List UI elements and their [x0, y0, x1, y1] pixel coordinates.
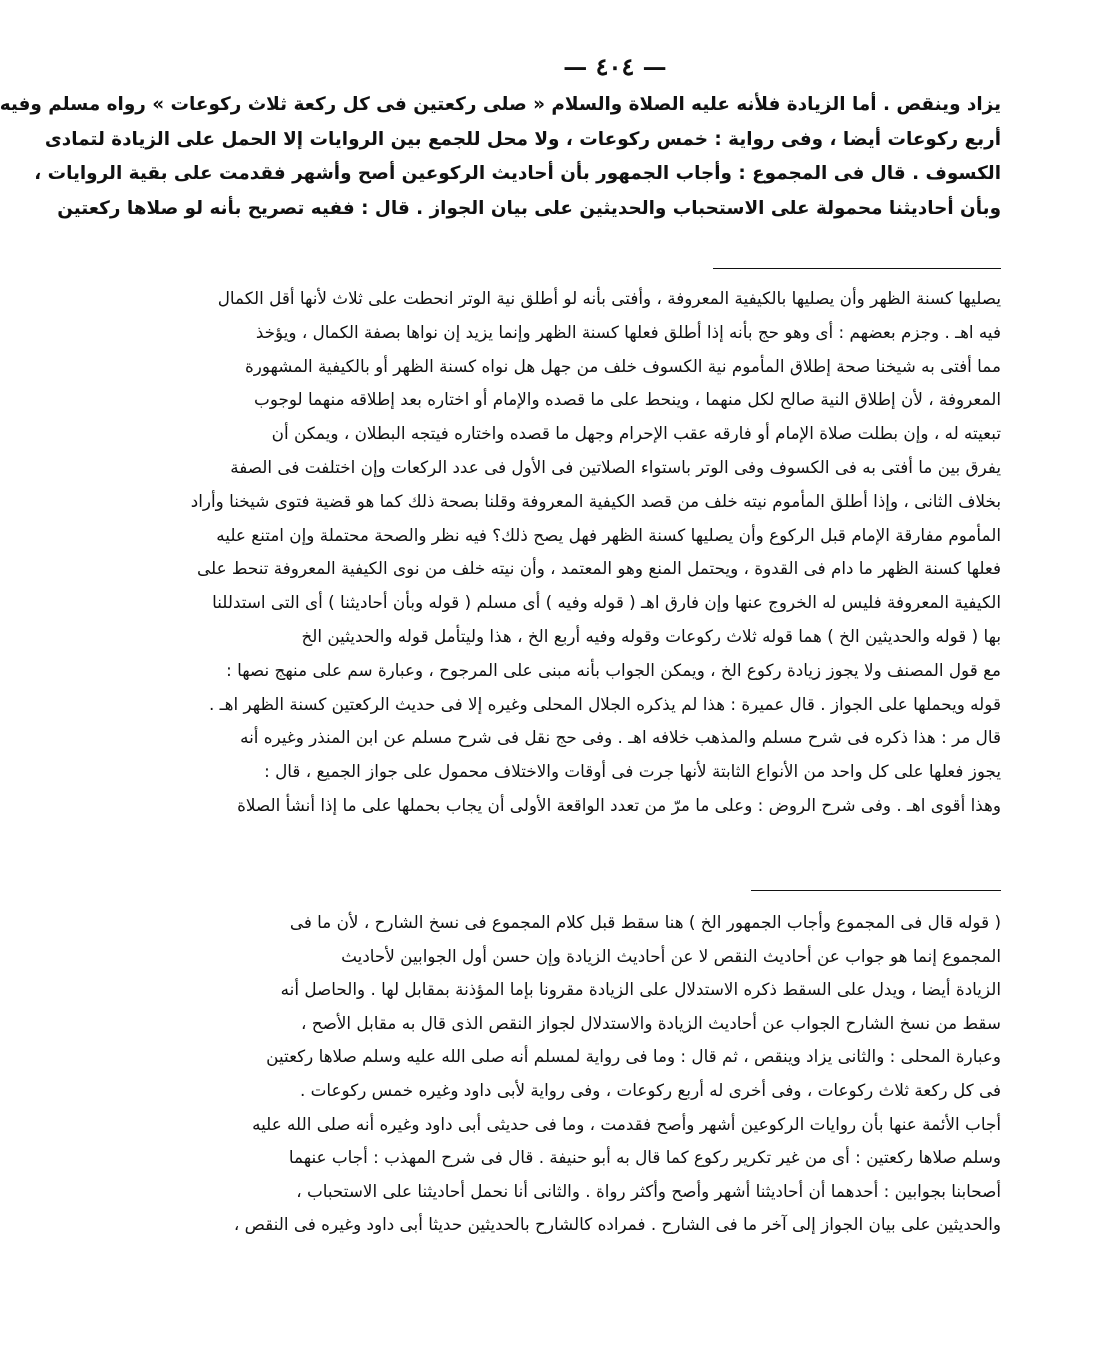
- footnote-divider: [713, 268, 1001, 269]
- commentary-line: المأموم مفارقة الإمام قبل الركوع وأن يصليها كسنة الظهر فهل يصح ذلك؟ فيه نظر والصحة محتملة وإن امتنع عليه: [216, 524, 1001, 545]
- commentary-line: يفرق بين ما أفتى به فى الكسوف وفى الوتر باستواء الصلاتين فى الأول فى عدد الركعات وإن اختلفت فى الصفة: [230, 456, 1001, 477]
- commentary2-line: وعبارة المحلى : والثانى يزاد وينقص ، ثم قال : وما فى رواية لمسلم أنه صلى الله عليه وسلم صلاها ركعتين: [266, 1046, 1001, 1067]
- main-text-line: وبأن أحاديثنا محمولة على الاستحباب والحديثين على بيان الجواز . قال : ففيه تصريح بأنه لو صلاها ركعتين: [57, 197, 1001, 219]
- commentary2-line: وسلم صلاها ركعتين : أى من غير تكرير ركوع كما قال به أبو حنيفة . قال فى شرح المهذب : أجاب عنهما: [288, 1147, 1001, 1168]
- commentary-line: يجوز فعلها على كل واحد من الأنواع الثابتة لأنها جرت فى أوقات والاختلاف محمول على جواز الجميع ، قال :: [264, 761, 1001, 782]
- main-text: [0, 88, 1001, 226]
- commentary-line: الكيفية المعروفة فليس له الخروج عنها وإن فارق اهـ ( قوله وفيه ) أى مسلم ( قوله وبأن أحاديثنا ) أى التى استدللنا: [212, 592, 1001, 613]
- commentary-block-secondary: [229, 906, 1001, 1242]
- commentary2-line: أجاب الأئمة عنها بأن روايات الركوعين أشهر وأصح فقدمت ، وما فى حديثى أبى داود وغيره أنه صلى الله عليه: [252, 1113, 1001, 1134]
- commentary2-line: والحديثين على بيان الجواز إلى آخر ما فى الشارح . فمراده كالشارح بالحديثين حديثا أبى داود وغيره فى النقص ،: [233, 1214, 1001, 1235]
- commentary2-line: أصحابنا بجوابين : أحدهما أن أحاديثنا أشهر وأصح وأكثر رواة . والثانى أنا نحمل أحاديثنا على الاستحباب ،: [296, 1180, 1001, 1201]
- commentary-line: بها ( قوله والحديثين الخ ) هما قوله ثلاث ركوعات وقوله وفيه أربع الخ ، هذا وليتأمل قوله والحديثين الخ: [301, 625, 1001, 646]
- commentary2-line: فى كل ركعة ثلاث ركوعات ، وفى أخرى له أربع ركوعات ، وفى رواية لأبى داود وغيره خمس ركوعات .: [299, 1079, 1001, 1100]
- footnote-divider: [751, 890, 1001, 891]
- main-text-line: الكسوف . قال فى المجموع : وأجاب الجمهور بأن أحاديث الركوعين أصح وأشهر فقدمت على بقية الروايات ،: [34, 163, 1001, 184]
- commentary-line: وهذا أقوى اهـ . وفى شرح الروض : وعلى ما مرّ من تعدد الواقعة الأولى أن يجاب بحملها على ما إذا أنشأ الصلاة: [237, 794, 1001, 815]
- commentary-line: قوله ويحملها على الجواز . قال عميرة : هذا لم يذكره الجلال المحلى وغيره إلا فى حديث الركعتين كسنة الظهر اهـ .: [209, 693, 1001, 714]
- main-text-line: أربع ركوعات أيضا ، وفى رواية : خمس ركوعات ، ولا محل للجمع بين الروايات إلا الحمل على الزيادة لتمادى: [44, 128, 1001, 150]
- commentary-line: قال مر : هذا ذكره فى شرح مسلم والمذهب خلافه اهـ . وفى حج نقل فى شرح مسلم عن ابن المنذر وغيره أنه: [240, 727, 1001, 748]
- commentary-line: تبعيته له ، وإن بطلت صلاة الإمام أو فارقه عقب الإحرام وجهل ما قصده واختاره فيتجه البطلان ، ويمكن أن: [271, 423, 1001, 444]
- commentary-line: يصليها كسنة الظهر وأن يصليها بالكيفية المعروفة ، وأفتى بأنه لو أطلق نية الوتر انحطت على ثلاث لأنها أقل الكمال: [217, 288, 1001, 308]
- commentary-line: المعروفة ، لأن إطلاق النية صالح لكل منهما ، وينحط على ما قصده والإمام أو اختاره بعد إطلاقه منهما لوجوب: [254, 389, 1001, 410]
- commentary-line: مما أفتى به شيخنا صحة إطلاق المأموم نية الكسوف خلف من جهل هل نواه كسنة الظهر أو بالكيفية المشهورة: [244, 355, 1001, 376]
- commentary2-line: ( قوله قال فى المجموع وأجاب الجمهور الخ ) هنا سقط قبل كلام المجموع فى نسخ الشارح ، لأن ما فى: [289, 912, 1001, 932]
- commentary-line: بخلاف الثانى ، وإذا أطلق المأموم نيته خلف من قصد الكيفية المعروفة وقلنا بصحة ذلك كما هو قضية فتوى شيخنا وأراد: [190, 490, 1001, 511]
- commentary-block: [190, 282, 1001, 823]
- commentary-line: فعلها كسنة الظهر ما دام فى القدوة ، ويحتمل المنع وهو المعتمد ، وأن نيته خلف من نوى الكيفية المعروفة تنحط على: [197, 558, 1001, 579]
- commentary2-line: المجموع إنما هو جواب عن أحاديث النقص لا عن أحاديث الزيادة وإن حسن أول الجوابين لأحاديث: [341, 945, 1001, 966]
- commentary-line: فيه اهـ . وجزم بعضهم : أى وهو حج بأنه إذا أطلق فعلها كسنة الظهر وإنما يزيد إن نواها بصفة الكمال ، ويؤخذ: [255, 321, 1001, 342]
- commentary2-line: سقط من نسخ الشارح الجواب عن أحاديث الزيادة والاستدلال لجواز النقص الذى قال به مقابل الأصح ،: [301, 1012, 1001, 1033]
- commentary-line: مع قول المصنف ولا يجوز زيادة ركوع الخ ، ويمكن الجواب بأنه مبنى على المرجوح ، وعبارة سم على منهج نصها :: [226, 659, 1001, 680]
- page-number: — ٤٠٤ —: [563, 52, 667, 81]
- main-text-line: يزاد وينقص . أما الزيادة فلأنه عليه الصلاة والسلام « صلى ركعتين فى كل ركعة ثلاث ركوعات » رواه مسلم وفيه: [0, 94, 1001, 115]
- commentary2-line: الزيادة أيضا ، ويدل على السقط ذكره الاستدلال على الزيادة مقرونا بإما المؤذنة بمقابل لها . والحاصل أنه: [280, 979, 1001, 1000]
